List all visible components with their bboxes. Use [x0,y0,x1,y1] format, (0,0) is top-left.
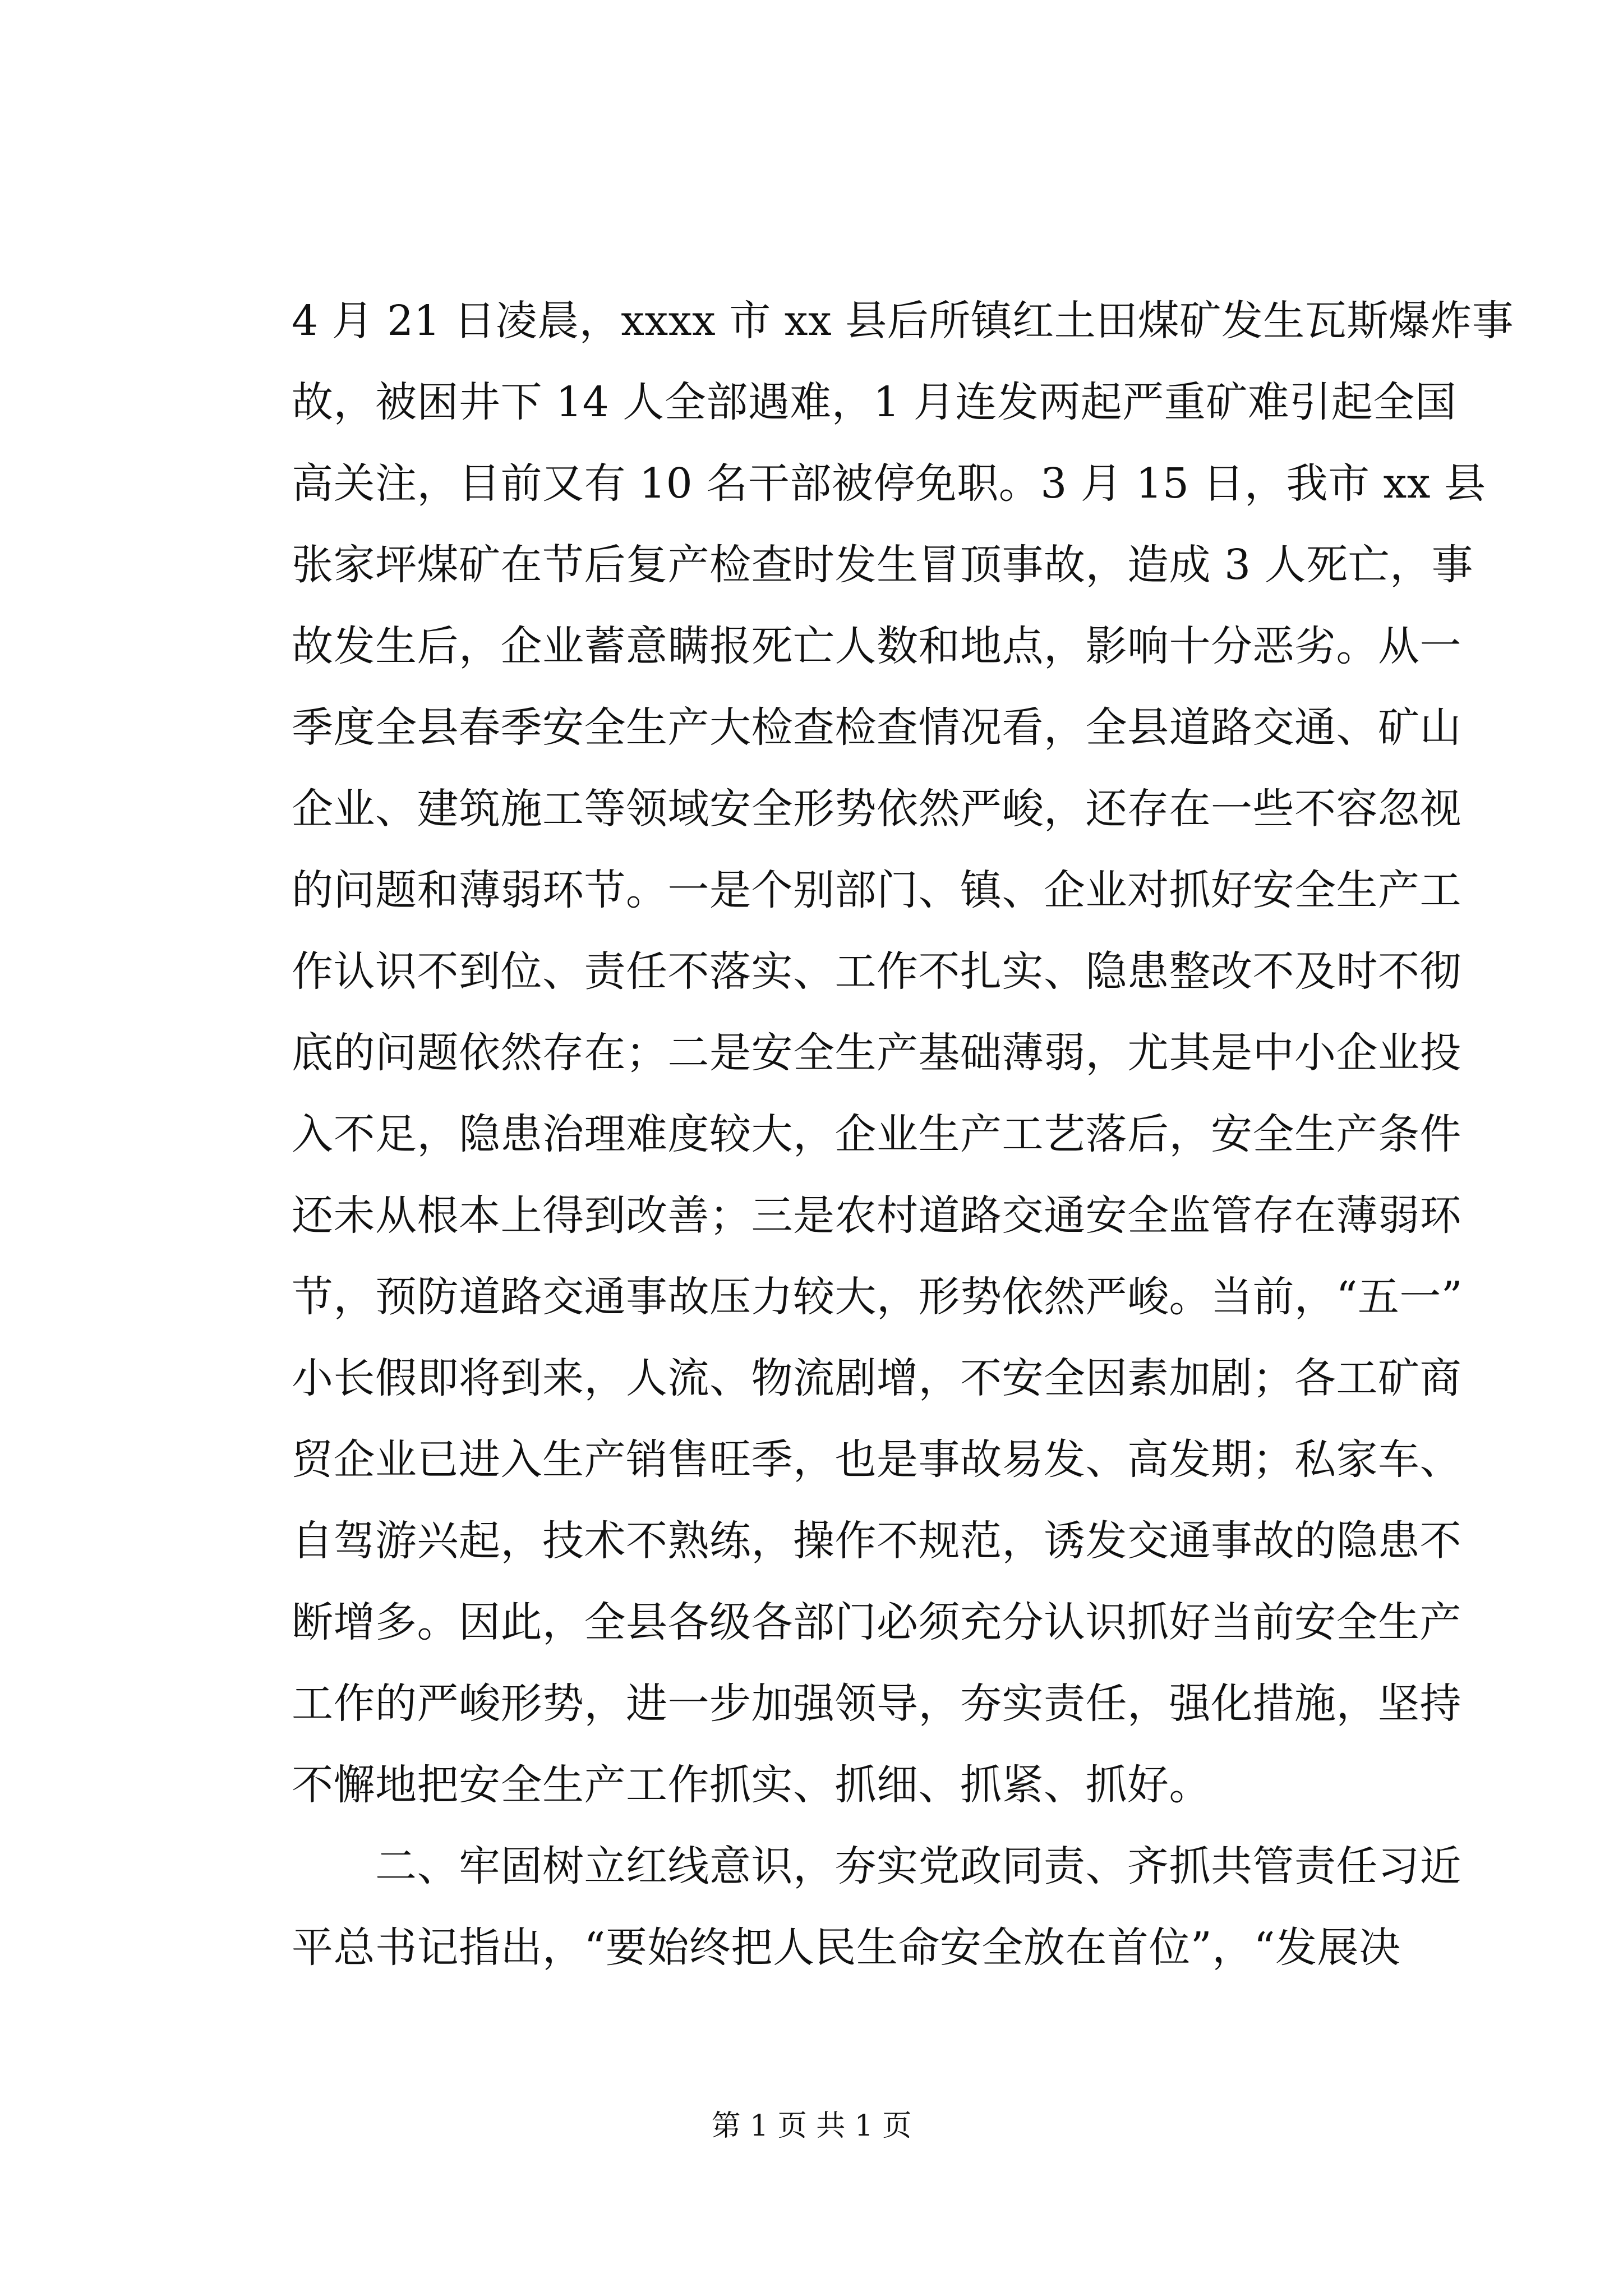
text-line: 小长假即将到来，人流、物流剧增，不安全因素加剧；各工矿商 [292,1354,1461,1402]
text-line: 作认识不到位、责任不落实、工作不扎实、隐患整改不及时不彻 [292,947,1461,996]
page-footer [0,2106,1623,2146]
text-line: 底的问题依然存在；二是安全生产基础薄弱，尤其是中小企业投 [292,1029,1461,1077]
text-line: 自驾游兴起，技术不熟练，操作不规范，诱发交通事故的隐患不 [292,1517,1461,1565]
text-line: 的问题和薄弱环节。一是个别部门、镇、企业对抓好安全生产工 [292,866,1461,914]
text-line: 高关注，目前又有 10 名干部被停免职。3 月 15 日，我市 xx 县 [292,459,1486,508]
text-line: 张家坪煤矿在节后复产检查时发生冒顶事故，造成 3 人死亡，事 [292,541,1474,589]
document-body [292,280,1514,1989]
page-number-label: 第 1 页 共 1 页 [711,2109,912,2143]
section-heading-line: 二、牢固树立红线意识，夯实党政同责、齐抓共管责任习近 [292,1842,1461,1890]
text-line: 故，被困井下 14 人全部遇难，1 月连发两起严重矿难引起全国 [292,378,1457,426]
text-line: 平总书记指出，“要始终把人民生命安全放在首位”，“发展决 [292,1924,1401,1972]
text-line: 不懈地把安全生产工作抓实、抓细、抓紧、抓好。 [292,1761,1211,1809]
text-line: 还未从根本上得到改善；三是农村道路交通安全监管存在薄弱环 [292,1191,1461,1240]
text-line: 4 月 21 日凌晨，xxxx 市 xx 县后所镇红土田煤矿发生瓦斯爆炸事 [292,297,1514,345]
text-line: 故发生后，企业蓄意瞒报死亡人数和地点，影响十分恶劣。从一 [292,622,1461,670]
text-line: 断增多。因此，全县各级各部门必须充分认识抓好当前安全生产 [292,1598,1461,1646]
text-line: 季度全县春季安全生产大检查检查情况看，全县道路交通、矿山 [292,703,1461,752]
text-line: 入不足，隐患治理难度较大，企业生产工艺落后，安全生产条件 [292,1110,1461,1158]
text-line: 节，预防道路交通事故压力较大，形势依然严峻。当前，“五一” [292,1273,1463,1321]
text-line: 贸企业已进入生产销售旺季，也是事故易发、高发期；私家车、 [292,1435,1461,1484]
text-line: 企业、建筑施工等领域安全形势依然严峻，还存在一些不容忽视 [292,785,1461,833]
text-line: 工作的严峻形势，进一步加强领导，夯实责任，强化措施，坚持 [292,1680,1461,1728]
